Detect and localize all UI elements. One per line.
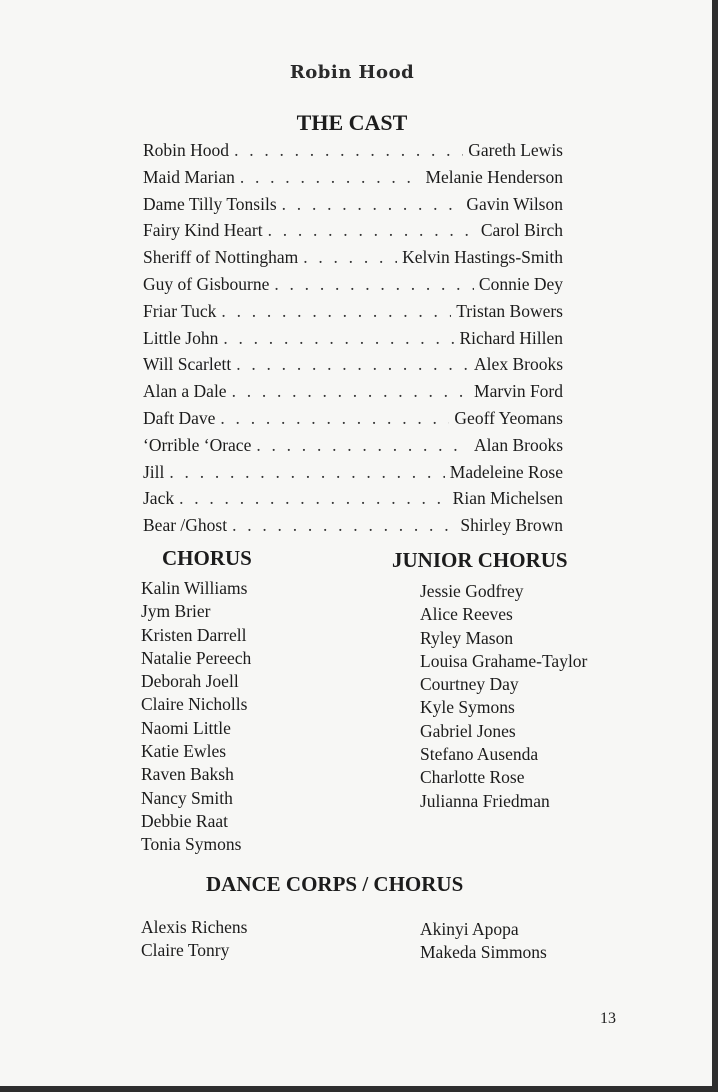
chorus-member: Claire Nicholls bbox=[141, 694, 248, 715]
dance-corps-member: Makeda Simmons bbox=[420, 942, 547, 963]
actor-name: Madeleine Rose bbox=[449, 461, 563, 482]
chorus-member: Katie Ewles bbox=[141, 741, 227, 762]
dot-leader bbox=[236, 354, 469, 375]
chorus-member: Debbie Raat bbox=[141, 810, 228, 831]
dance-corps-member: Claire Tonry bbox=[141, 940, 230, 961]
chorus-member: Nancy Smith bbox=[141, 787, 233, 808]
junior-chorus-member: Jessie Godfrey bbox=[420, 581, 524, 601]
actor-name: Alan Brooks bbox=[474, 434, 563, 455]
dance-corps-right-list bbox=[420, 919, 547, 966]
dot-leader bbox=[179, 488, 448, 509]
page-number: 13 bbox=[600, 1010, 616, 1027]
role-name: Jack bbox=[143, 488, 175, 509]
chorus-list bbox=[141, 578, 251, 858]
role-name: Robin Hood bbox=[143, 140, 230, 160]
actor-name: Connie Dey bbox=[478, 273, 563, 294]
cast-row bbox=[143, 194, 563, 221]
cast-row bbox=[143, 220, 563, 247]
dot-leader bbox=[232, 381, 469, 402]
dot-leader bbox=[274, 274, 474, 295]
role-name: Friar Tuck bbox=[143, 300, 217, 321]
chorus-member: Kalin Williams bbox=[141, 578, 248, 598]
dot-leader bbox=[303, 247, 397, 268]
junior-chorus-member: Stefano Ausenda bbox=[420, 744, 539, 765]
cast-row bbox=[143, 488, 563, 515]
junior-chorus-member: Ryley Mason bbox=[420, 627, 514, 648]
dot-leader bbox=[282, 194, 462, 215]
chorus-member: Naomi Little bbox=[141, 717, 231, 738]
actor-name: Gavin Wilson bbox=[466, 193, 563, 214]
role-name: ‘Orrible ‘Orace bbox=[143, 434, 252, 455]
role-name: Will Scarlett bbox=[143, 354, 232, 375]
actor-name: Rian Michelsen bbox=[452, 488, 563, 509]
dot-leader bbox=[256, 435, 469, 456]
cast-row bbox=[143, 328, 563, 355]
actor-name: Melanie Henderson bbox=[425, 166, 563, 187]
role-name: Daft Dave bbox=[143, 407, 216, 428]
dance-corps-member: Alexis Richens bbox=[141, 917, 248, 937]
junior-chorus-heading: JUNIOR CHORUS bbox=[392, 548, 568, 572]
role-name: Fairy Kind Heart bbox=[143, 220, 263, 241]
role-name: Bear /Ghost bbox=[143, 515, 228, 536]
actor-name: Marvin Ford bbox=[474, 381, 563, 402]
dot-leader bbox=[223, 328, 454, 349]
junior-chorus-member: Louisa Grahame-Taylor bbox=[420, 650, 588, 671]
junior-chorus-member: Charlotte Rose bbox=[420, 767, 525, 788]
actor-name: Geoff Yeomans bbox=[454, 407, 563, 428]
dot-leader bbox=[234, 140, 463, 161]
junior-chorus-member: Courtney Day bbox=[420, 674, 519, 695]
cast-row bbox=[143, 408, 563, 435]
chorus-member: Raven Baksh bbox=[141, 764, 234, 785]
chorus-member: Tonia Symons bbox=[141, 834, 242, 855]
cast-row bbox=[143, 462, 563, 489]
junior-chorus-member: Julianna Friedman bbox=[420, 790, 550, 811]
role-name: Dame Tilly Tonsils bbox=[143, 193, 277, 214]
dot-leader bbox=[169, 462, 444, 483]
scan-edge-right bbox=[712, 0, 718, 1092]
chorus-member: Deborah Joell bbox=[141, 671, 239, 692]
chorus-member: Natalie Pereech bbox=[141, 647, 252, 668]
cast-row bbox=[143, 354, 563, 381]
cast-list bbox=[143, 140, 563, 542]
dot-leader bbox=[221, 301, 451, 322]
role-name: Jill bbox=[143, 461, 165, 482]
role-name: Alan a Dale bbox=[143, 381, 227, 402]
role-name: Sheriff of Nottingham bbox=[143, 247, 299, 268]
junior-chorus-member: Kyle Symons bbox=[420, 697, 515, 718]
cast-row bbox=[143, 301, 563, 328]
actor-name: Alex Brooks bbox=[474, 354, 563, 375]
junior-chorus-member: Alice Reeves bbox=[420, 604, 513, 625]
dance-corps-heading: DANCE CORPS / CHORUS bbox=[206, 872, 464, 896]
running-head: Robin Hood bbox=[289, 62, 415, 83]
dance-corps-left-list bbox=[141, 917, 247, 964]
dot-leader bbox=[240, 167, 421, 188]
dot-leader bbox=[220, 408, 449, 429]
actor-name: Kelvin Hastings-Smith bbox=[402, 247, 563, 268]
cast-row bbox=[143, 274, 563, 301]
actor-name: Carol Birch bbox=[480, 220, 563, 241]
role-name: Maid Marian bbox=[143, 166, 235, 187]
scan-edge-bottom bbox=[0, 1086, 718, 1092]
role-name: Little John bbox=[143, 327, 219, 348]
cast-row bbox=[143, 167, 563, 194]
dot-leader bbox=[232, 515, 455, 536]
dot-leader bbox=[268, 220, 476, 241]
role-name: Guy of Gisbourne bbox=[143, 273, 270, 294]
dance-corps-member: Akinyi Apopa bbox=[420, 919, 519, 939]
cast-row bbox=[143, 515, 563, 542]
actor-name: Gareth Lewis bbox=[468, 140, 563, 160]
junior-chorus-list bbox=[420, 581, 587, 814]
actor-name: Richard Hillen bbox=[459, 327, 563, 348]
junior-chorus-member: Gabriel Jones bbox=[420, 720, 516, 741]
cast-row bbox=[143, 435, 563, 462]
cast-row bbox=[143, 140, 563, 167]
chorus-member: Kristen Darrell bbox=[141, 624, 247, 645]
cast-row bbox=[143, 381, 563, 408]
chorus-member: Jym Brier bbox=[141, 601, 211, 622]
chorus-heading: CHORUS bbox=[162, 546, 252, 570]
cast-title: THE CAST bbox=[296, 110, 408, 135]
actor-name: Shirley Brown bbox=[460, 515, 563, 536]
cast-row bbox=[143, 247, 563, 274]
actor-name: Tristan Bowers bbox=[456, 300, 563, 321]
